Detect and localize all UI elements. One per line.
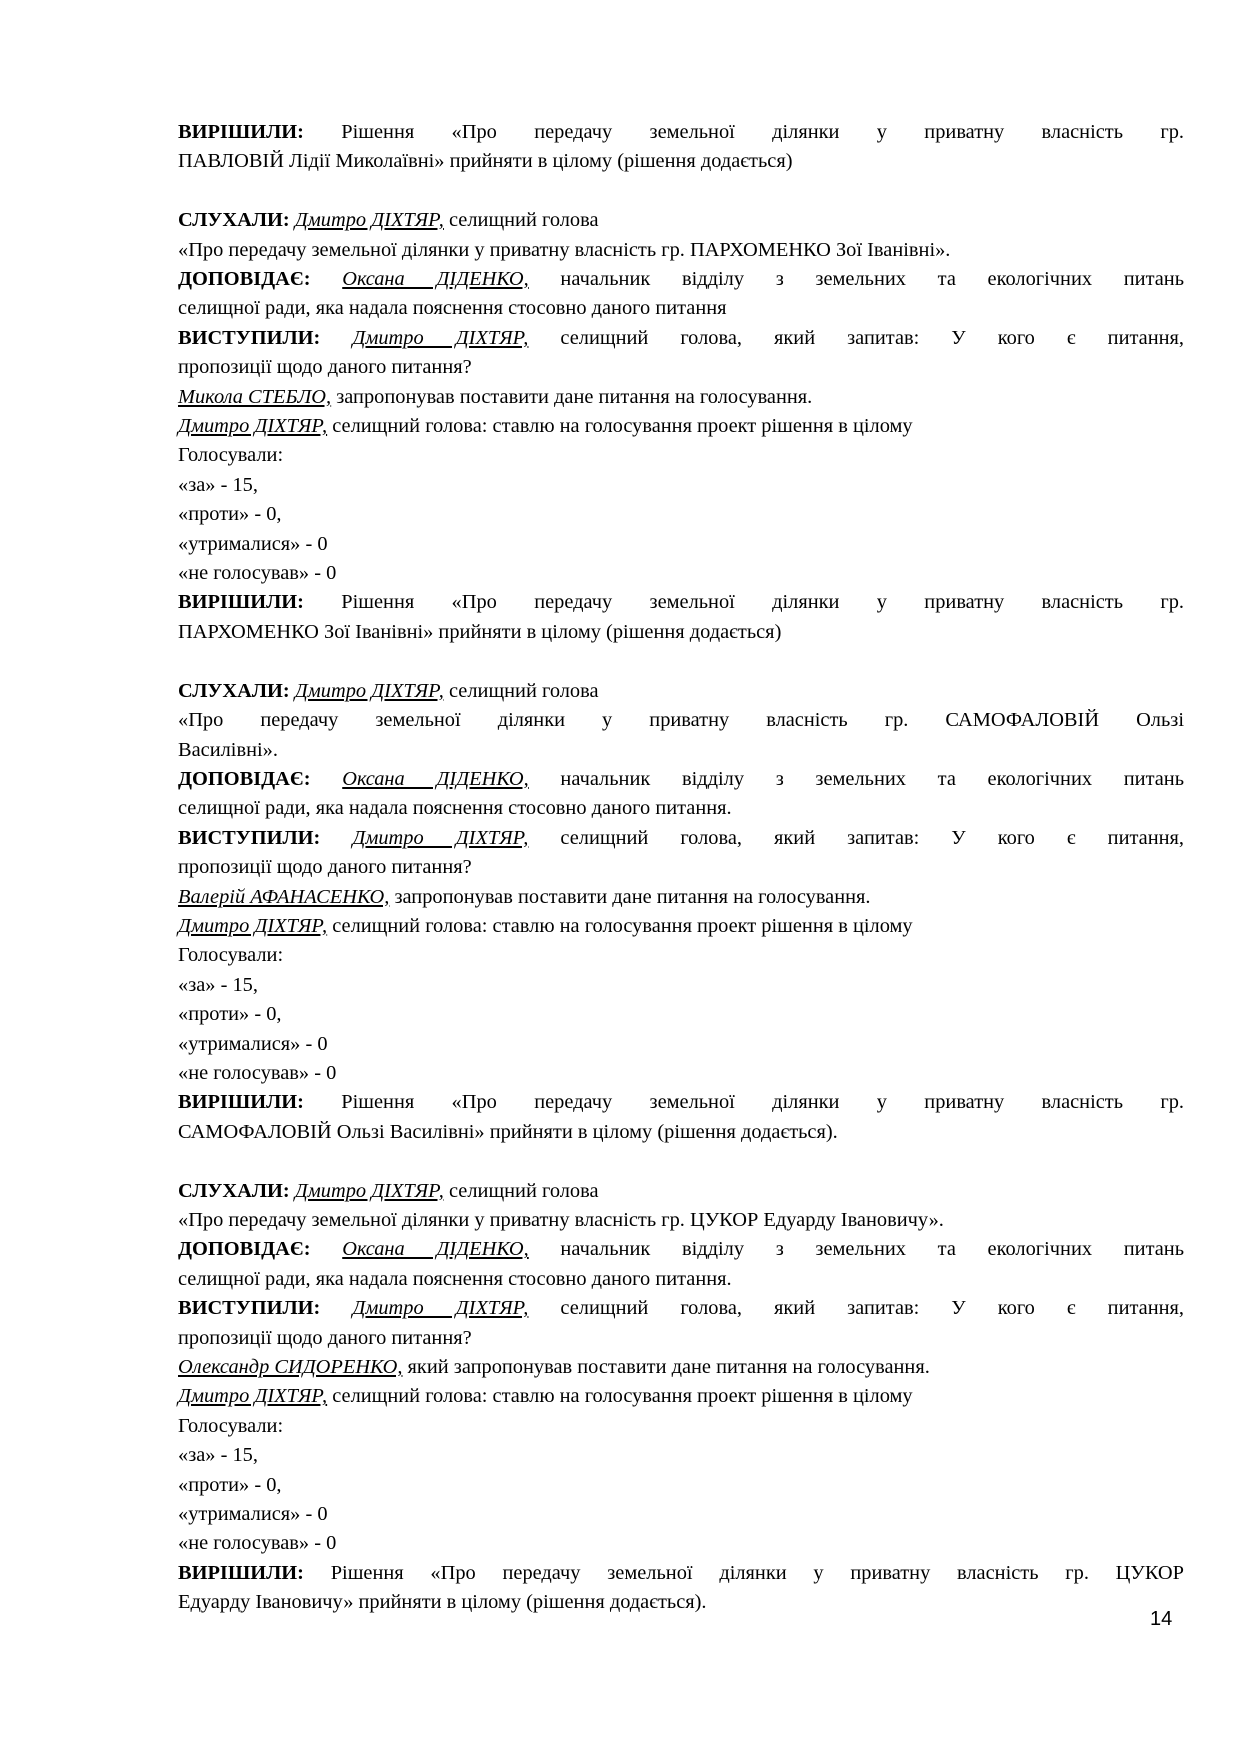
reporter-name: Оксана ДІДЕНКО,: [342, 268, 529, 291]
spoke-name: Дмитро ДІХТЯР,: [352, 326, 529, 349]
reporter-keyword: ДОПОВІДАЄ:: [178, 1238, 311, 1261]
speaker-role: селищний голова: [443, 679, 599, 702]
speaker-role: селищний голова: [443, 209, 599, 232]
heard-line: [178, 1177, 1184, 1206]
reporter-line-2: селищної ради, яка надала пояснення стосовно даного питання.: [178, 797, 732, 820]
agenda-item-parkhomenko: [178, 206, 1184, 647]
heard-line: [178, 206, 1184, 235]
vote-not-voted: «не голосував» - 0: [178, 1532, 337, 1555]
vote-call-line: [178, 1382, 1184, 1411]
decision-line: [178, 118, 1184, 147]
decision-text: Рішення «Про передачу земельної ділянки у приватну власність гр. ЦУКОР: [303, 1561, 1184, 1584]
topic-line: «Про передачу земельної ділянки у приватну власність гр. САМОФАЛОВІЙ Ользі: [178, 709, 1184, 732]
vote-against: «проти» - 0,: [178, 1003, 282, 1026]
spoke-text: селищний голова, який запитав: У кого є питання,: [528, 1297, 1184, 1320]
voted-label: Голосували:: [178, 444, 284, 467]
vote-caller-name: Дмитро ДІХТЯР,: [178, 914, 328, 937]
vote-call-text: селищний голова: ставлю на голосування проект рішення в цілому: [327, 415, 913, 438]
voted-label: Голосували:: [178, 1414, 284, 1437]
proposal-line: [178, 383, 1184, 412]
reporter-line: [178, 265, 1184, 294]
vote-caller-name: Дмитро ДІХТЯР,: [178, 1385, 328, 1408]
spoke-line: [178, 324, 1184, 353]
spoke-keyword: ВИСТУПИЛИ:: [178, 1297, 321, 1320]
decision-line: [178, 588, 1184, 617]
heard-keyword: СЛУХАЛИ:: [178, 679, 290, 702]
spoke-line-2: пропозиції щодо даного питання?: [178, 856, 472, 879]
vote-caller-name: Дмитро ДІХТЯР,: [178, 415, 328, 438]
decision-line-2: ПАВЛОВІЙ Лідії Миколаївні» прийняти в цілому (рішення додається): [178, 150, 793, 173]
decision-keyword: ВИРІШИЛИ:: [178, 591, 304, 614]
proposer-name: Олександр СИДОРЕНКО,: [178, 1356, 403, 1379]
speaker-name: Дмитро ДІХТЯР,: [294, 679, 444, 702]
vote-abstained: «утрималися» - 0: [178, 1503, 328, 1526]
vote-against: «проти» - 0,: [178, 1473, 282, 1496]
vote-abstained: «утрималися» - 0: [178, 1032, 328, 1055]
reporter-line-2: селищної ради, яка надала пояснення стосовно даного питання: [178, 297, 727, 320]
spoke-line: [178, 1294, 1184, 1323]
reporter-text: начальник відділу з земельних та екологічних питань: [528, 1238, 1184, 1261]
spoke-name: Дмитро ДІХТЯР,: [352, 1297, 529, 1320]
decision-block: [178, 118, 1184, 177]
vote-against: «проти» - 0,: [178, 503, 282, 526]
reporter-keyword: ДОПОВІДАЄ:: [178, 767, 311, 790]
heard-keyword: СЛУХАЛИ:: [178, 1179, 290, 1202]
spacer: [178, 647, 1184, 676]
vote-for: «за» - 15,: [178, 1444, 258, 1467]
spacer: [178, 177, 1184, 206]
vote-for: «за» - 15,: [178, 973, 258, 996]
reporter-line: [178, 765, 1184, 794]
decision-keyword: ВИРІШИЛИ:: [178, 1561, 304, 1584]
vote-for: «за» - 15,: [178, 473, 258, 496]
proposal-text: запропонував поставити дане питання на голосування.: [389, 885, 871, 908]
decision-line: [178, 1559, 1184, 1588]
spacer: [178, 1147, 1184, 1176]
topic-line: «Про передачу земельної ділянки у приватну власність гр. ЦУКОР Едуарду Івановичу».: [178, 1208, 944, 1231]
spoke-line-2: пропозиції щодо даного питання?: [178, 356, 472, 379]
decision-line-2: Едуарду Івановичу» прийняти в цілому (рішення додається).: [178, 1591, 707, 1614]
agenda-item-tsukor: [178, 1177, 1184, 1618]
reporter-name: Оксана ДІДЕНКО,: [342, 1238, 529, 1261]
spoke-keyword: ВИСТУПИЛИ:: [178, 826, 321, 849]
decision-line-2: ПАРХОМЕНКО Зої Іванівні» прийняти в цілому (рішення додається): [178, 620, 782, 643]
proposer-name: Микола СТЕБЛО,: [178, 385, 332, 408]
proposal-line: [178, 1353, 1184, 1382]
speaker-role: селищний голова: [443, 1179, 599, 1202]
proposal-text: запропонував поставити дане питання на голосування.: [331, 385, 813, 408]
reporter-text: начальник відділу з земельних та екологічних питань: [528, 767, 1184, 790]
spoke-keyword: ВИСТУПИЛИ:: [178, 326, 321, 349]
proposer-name: Валерій АФАНАСЕНКО,: [178, 885, 390, 908]
topic-line: «Про передачу земельної ділянки у приватну власність гр. ПАРХОМЕНКО Зої Іванівні».: [178, 238, 951, 261]
spoke-text: селищний голова, який запитав: У кого є питання,: [528, 826, 1184, 849]
spoke-line-2: пропозиції щодо даного питання?: [178, 1326, 472, 1349]
speaker-name: Дмитро ДІХТЯР,: [294, 209, 444, 232]
vote-call-line: [178, 912, 1184, 941]
vote-not-voted: «не голосував» - 0: [178, 1061, 337, 1084]
proposal-line: [178, 883, 1184, 912]
proposal-text: який запропонував поставити дане питання на голосування.: [402, 1356, 930, 1379]
topic-line-2: Василівні».: [178, 738, 278, 761]
reporter-name: Оксана ДІДЕНКО,: [342, 767, 529, 790]
decision-keyword: ВИРІШИЛИ:: [178, 1091, 304, 1114]
reporter-keyword: ДОПОВІДАЄ:: [178, 268, 311, 291]
decision-line: [178, 1088, 1184, 1117]
spoke-name: Дмитро ДІХТЯР,: [352, 826, 529, 849]
vote-abstained: «утрималися» - 0: [178, 532, 328, 555]
heard-keyword: СЛУХАЛИ:: [178, 209, 290, 232]
reporter-text: начальник відділу з земельних та екологічних питань: [528, 268, 1184, 291]
vote-not-voted: «не голосував» - 0: [178, 562, 337, 585]
reporter-line-2: селищної ради, яка надала пояснення стосовно даного питання.: [178, 1267, 732, 1290]
speaker-name: Дмитро ДІХТЯР,: [294, 1179, 444, 1202]
vote-call-line: [178, 412, 1184, 441]
decision-text: Рішення «Про передачу земельної ділянки у приватну власність гр.: [303, 1091, 1184, 1114]
decision-text: Рішення «Про передачу земельної ділянки у приватну власність гр.: [303, 121, 1184, 143]
spoke-line: [178, 824, 1184, 853]
vote-call-text: селищний голова: ставлю на голосування проект рішення в цілому: [327, 1385, 913, 1408]
heard-line: [178, 677, 1184, 706]
vote-call-text: селищний голова: ставлю на голосування проект рішення в цілому: [327, 914, 913, 937]
reporter-line: [178, 1235, 1184, 1264]
document-body: [178, 118, 1184, 1618]
decision-keyword: ВИРІШИЛИ:: [178, 121, 304, 143]
decision-line-2: САМОФАЛОВІЙ Ользі Василівні» прийняти в цілому (рішення додається).: [178, 1120, 838, 1143]
decision-text: Рішення «Про передачу земельної ділянки у приватну власність гр.: [303, 591, 1184, 614]
voted-label: Голосували:: [178, 944, 284, 967]
spoke-text: селищний голова, який запитав: У кого є питання,: [528, 326, 1184, 349]
agenda-item-samofalova: [178, 677, 1184, 1148]
page-number: 14: [1150, 1608, 1173, 1630]
